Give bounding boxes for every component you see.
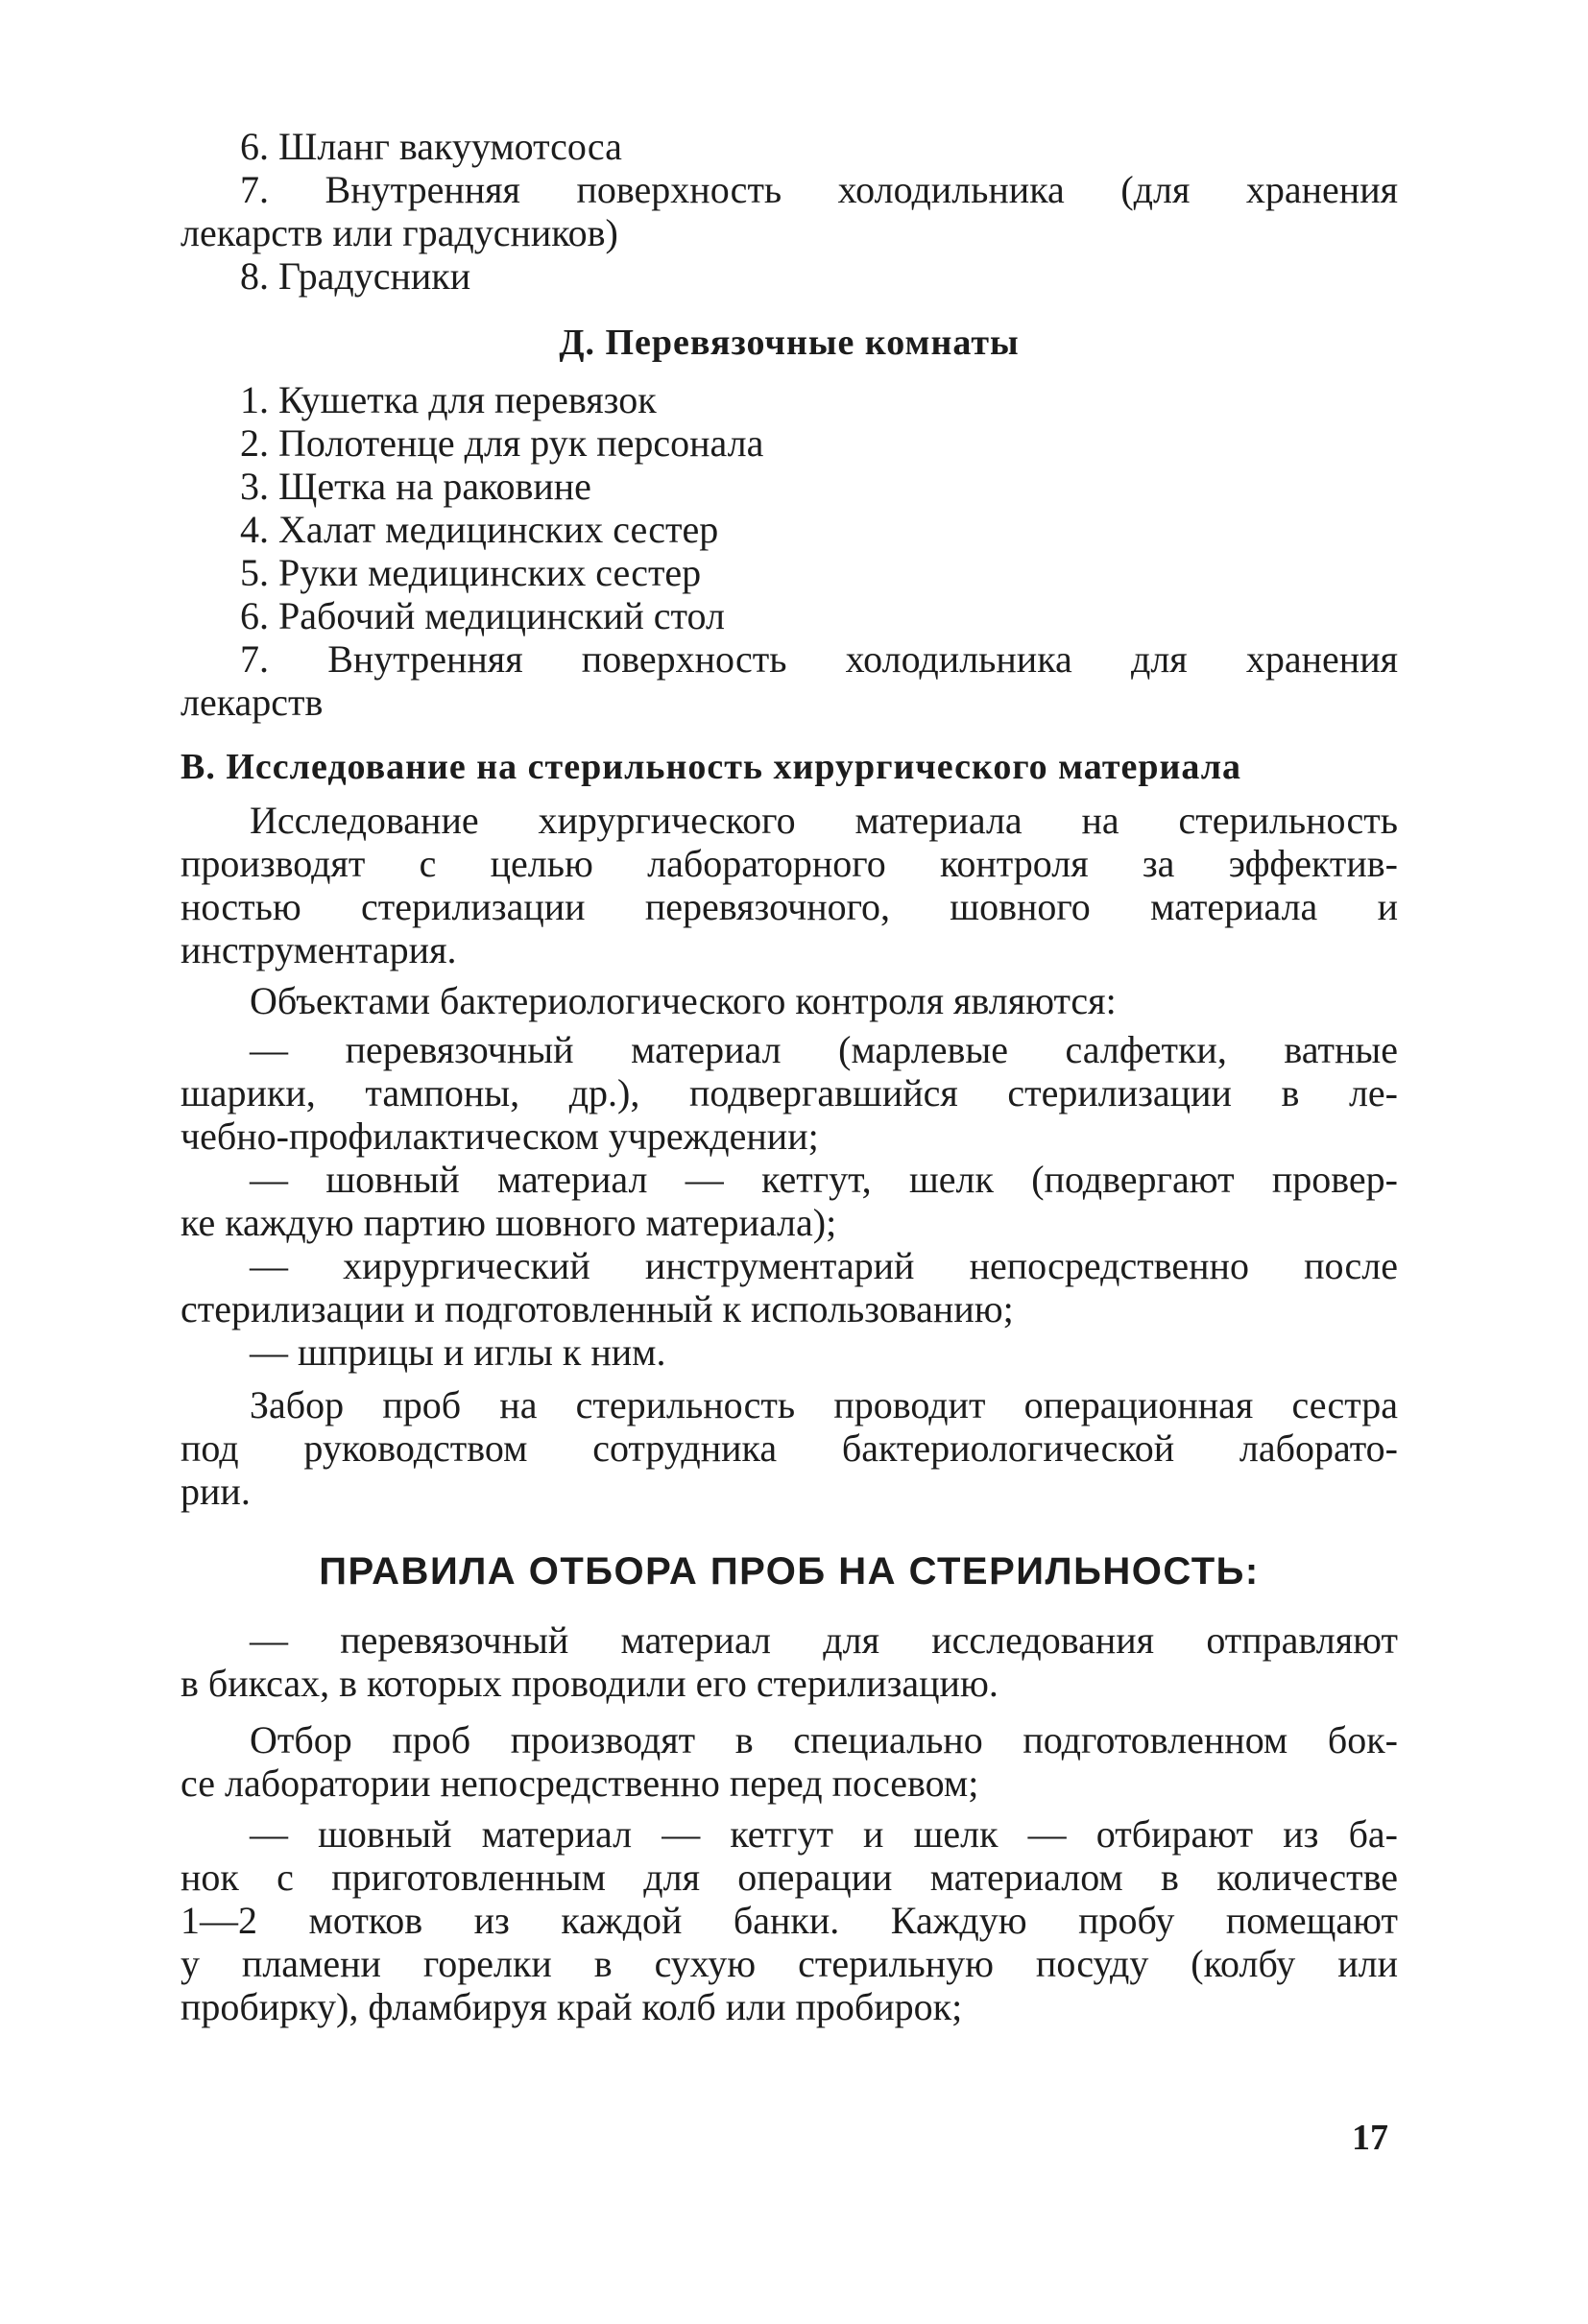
- list-item: [180, 125, 1398, 168]
- paragraph-line: ке каждую партию шовного материала);: [180, 1201, 837, 1244]
- list-text: Градусники: [278, 254, 471, 298]
- paragraph-line: — шовный материал — кетгут и шелк — отбирают из ба-: [250, 1812, 1398, 1856]
- paragraph-line: — шовный материал — кетгут, шелк (подвергают провер-: [250, 1158, 1398, 1201]
- paragraph-line: шарики, тампоны, др.), подвергавшийся стерилизации в ле-: [180, 1071, 1398, 1114]
- page-number: 17: [1352, 2118, 1388, 2158]
- paragraph-line: под руководством сотрудника бактериологической лаборато-: [180, 1426, 1398, 1470]
- paragraph: [180, 799, 1398, 971]
- list-item: 3. Щетка на раковине: [240, 465, 591, 508]
- list-item: 2. Полотенце для рук персонала: [240, 421, 764, 465]
- section-heading-d: Д. Перевязочные комнаты: [559, 323, 1020, 363]
- bullet-item: [180, 1028, 1398, 1158]
- paragraph-line: чебно-профилактическом учреждении;: [180, 1114, 819, 1158]
- list-item: 1. Кушетка для перевязок: [240, 378, 657, 421]
- paragraph-line: рии.: [180, 1470, 251, 1513]
- list-item: [180, 168, 1398, 211]
- paragraph-line: пробирку), фламбируя край колб или пробирок;: [180, 1985, 963, 2028]
- bullet-item: — шприцы и иглы к ним.: [250, 1330, 666, 1374]
- list-number: 8.: [240, 254, 269, 298]
- list-text: Шланг вакуумотсоса: [278, 125, 622, 168]
- paragraph-line: нок с приготовленным для операции материалом в количестве: [180, 1856, 1398, 1899]
- paragraph-line: у пламени горелки в сухую стерильную посуду (колбу или: [180, 1942, 1398, 1985]
- list-item: 7. Внутренняя поверхность холодильника для хранения: [240, 637, 1398, 681]
- list-number: 7.: [240, 168, 269, 211]
- list-item: [180, 254, 1398, 298]
- paragraph-line: — перевязочный материал для исследования отправляют: [250, 1618, 1398, 1662]
- paragraph-line: Отбор проб производят в специально подготовленном бок-: [250, 1718, 1398, 1761]
- paragraph-line: — хирургический инструментарий непосредственно после: [250, 1244, 1398, 1287]
- rules-heading: ПРАВИЛА ОТБОРА ПРОБ НА СТЕРИЛЬНОСТЬ:: [319, 1550, 1260, 1593]
- list-item: 6. Рабочий медицинский стол: [240, 594, 725, 637]
- paragraph: [180, 1718, 1398, 1805]
- list-number: 6.: [240, 125, 269, 168]
- paragraph: [180, 1383, 1398, 1513]
- list-item: 5. Руки медицинских сестер: [240, 551, 702, 594]
- paragraph-line: се лаборатории непосредственно перед посевом;: [180, 1761, 979, 1805]
- list-item-continuation: лекарств или градусников): [180, 211, 618, 254]
- paragraph-line: Исследование хирургического материала на стерильность: [250, 799, 1398, 842]
- section-heading-v: В. Исследование на стерильность хирургического материала: [180, 747, 1242, 787]
- list-item: 4. Халат медицинских сестер: [240, 508, 719, 551]
- paragraph-line: производят с целью лабораторного контроля за эффектив-: [180, 842, 1398, 885]
- bullet-item: [180, 1244, 1398, 1330]
- paragraph-line: ностью стерилизации перевязочного, шовного материала и: [180, 885, 1398, 928]
- paragraph-line: Забор проб на стерильность проводит операционная сестра: [250, 1383, 1398, 1426]
- paragraph-line: — перевязочный материал (марлевые салфетки, ватные: [250, 1028, 1398, 1071]
- page-content: [180, 125, 1398, 2028]
- bullet-item: [180, 1812, 1398, 2028]
- paragraph-line: стерилизации и подготовленный к использованию;: [180, 1287, 1014, 1330]
- paragraph-line: в биксах, в которых проводили его стерилизацию.: [180, 1662, 999, 1705]
- bullet-item: [180, 1618, 1398, 1705]
- paragraph-line: инструментария.: [180, 928, 457, 971]
- list-text: Внутренняя поверхность холодильника (для хранения: [325, 168, 1398, 211]
- paragraph-line: 1—2 мотков из каждой банки. Каждую пробу помещают: [180, 1899, 1398, 1942]
- list-item-continuation: лекарств: [180, 681, 324, 724]
- paragraph: Объектами бактериологического контроля являются:: [250, 979, 1117, 1022]
- bullet-item: [180, 1158, 1398, 1244]
